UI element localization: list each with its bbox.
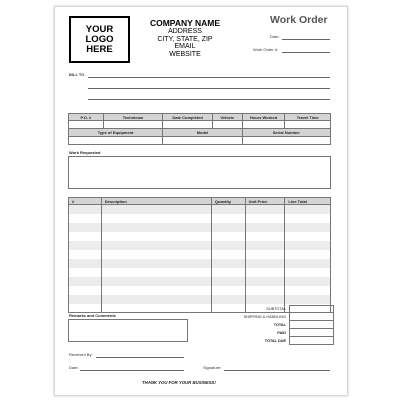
table-cell[interactable]	[212, 232, 246, 241]
table-row[interactable]	[68, 214, 331, 223]
table-cell[interactable]	[246, 250, 286, 259]
table-cell[interactable]	[285, 295, 330, 304]
table-cell[interactable]	[102, 214, 212, 223]
table-cell[interactable]	[102, 223, 212, 232]
table-row[interactable]	[68, 286, 331, 295]
total-field[interactable]	[289, 321, 334, 329]
subtotal-label: SUBTOTAL	[266, 307, 286, 311]
total-due-row	[206, 337, 334, 345]
table-cell[interactable]	[285, 286, 330, 295]
table-cell[interactable]	[69, 250, 102, 259]
bill-to-line-1[interactable]	[88, 77, 330, 78]
table-row[interactable]	[68, 268, 331, 277]
form-title: Work Order	[270, 14, 328, 26]
company-email: EMAIL	[174, 43, 196, 50]
remarks-label: Remarks and Comments	[69, 313, 116, 318]
items-table-header	[68, 197, 331, 205]
table-row[interactable]	[68, 250, 331, 259]
table-cell[interactable]	[285, 223, 330, 232]
col-serial-number: Serial Number	[272, 130, 300, 135]
totals-section	[206, 305, 334, 345]
signature-label: Signature:	[203, 365, 222, 370]
company-name: COMPANY NAME	[149, 18, 221, 28]
thank-you-message: THANK YOU FOR YOUR BUSINESS!	[142, 380, 216, 385]
table-cell[interactable]	[212, 223, 246, 232]
total-due-label: TOTAL DUE	[264, 339, 286, 343]
col-po-number: P.O. #	[69, 114, 104, 120]
table-cell[interactable]	[246, 232, 286, 241]
table-cell[interactable]	[69, 304, 102, 312]
total-label: TOTAL	[273, 323, 286, 327]
table-row[interactable]	[68, 241, 331, 250]
table-cell[interactable]	[246, 268, 286, 277]
items-table-body	[68, 205, 331, 313]
col-model: Model	[163, 129, 242, 136]
company-address: ADDRESS	[168, 28, 202, 35]
table-cell[interactable]	[69, 223, 102, 232]
table-cell[interactable]	[69, 232, 102, 241]
company-city-state-zip: CITY, STATE, ZIP	[157, 35, 213, 43]
bill-to-line-2[interactable]	[88, 88, 330, 89]
subtotal-row	[206, 305, 334, 313]
table-cell[interactable]	[212, 250, 246, 259]
date-label: Date:	[270, 34, 280, 39]
table-cell[interactable]	[102, 286, 212, 295]
table-cell[interactable]	[246, 214, 286, 223]
col-hours-worked: Hours Worked	[243, 114, 286, 120]
table-cell[interactable]	[212, 259, 246, 268]
shipping-field[interactable]	[289, 313, 334, 321]
table-cell[interactable]	[69, 241, 102, 250]
table-cell[interactable]	[69, 214, 102, 223]
table-row[interactable]	[68, 295, 331, 304]
logo-line-2: LOGO	[85, 33, 114, 45]
work-requested-box[interactable]	[68, 156, 331, 189]
col-description: Description	[102, 198, 212, 204]
date-field[interactable]	[282, 39, 330, 40]
total-due-field[interactable]	[289, 337, 334, 345]
total-row	[206, 321, 334, 329]
table-cell[interactable]	[69, 268, 102, 277]
table-cell[interactable]	[246, 286, 286, 295]
table-cell[interactable]	[212, 295, 246, 304]
remarks-box[interactable]	[68, 319, 188, 342]
table-cell[interactable]	[285, 205, 330, 214]
table-cell[interactable]	[212, 286, 246, 295]
col-line-total: Line Total	[288, 199, 307, 204]
table-cell[interactable]	[212, 214, 246, 223]
equipment-table-header	[68, 129, 331, 137]
table-cell[interactable]	[69, 286, 102, 295]
logo-placeholder	[69, 16, 130, 63]
table-cell[interactable]	[102, 259, 212, 268]
table-cell[interactable]	[285, 214, 330, 223]
table-cell[interactable]	[212, 205, 246, 214]
table-cell[interactable]	[102, 205, 212, 214]
logo-line-1: YOUR	[85, 23, 114, 35]
table-row[interactable]	[68, 259, 331, 268]
company-website: WEBSITE	[169, 50, 201, 58]
table-cell[interactable]	[212, 268, 246, 277]
bill-to-line-3[interactable]	[88, 99, 330, 100]
signoff-date-label: Date:	[69, 365, 79, 370]
table-cell[interactable]	[102, 295, 212, 304]
table-cell[interactable]	[246, 205, 286, 214]
received-by-field[interactable]	[96, 357, 184, 358]
table-cell[interactable]	[102, 241, 212, 250]
paid-row	[206, 329, 334, 337]
shipping-row	[206, 313, 334, 321]
work-order-number-label: Work Order #:	[253, 47, 279, 52]
received-by-label: Received By:	[69, 352, 93, 357]
paid-label: PAID	[277, 331, 286, 335]
table-cell[interactable]	[212, 241, 246, 250]
col-unit-price: Unit Price	[246, 198, 286, 204]
table-cell[interactable]	[69, 259, 102, 268]
subtotal-field[interactable]	[289, 305, 334, 313]
table-cell[interactable]	[246, 241, 286, 250]
table-cell[interactable]	[212, 277, 246, 286]
table-row[interactable]	[68, 277, 331, 286]
job-details-table	[68, 113, 331, 145]
table-cell[interactable]	[246, 223, 286, 232]
table-cell[interactable]	[246, 295, 286, 304]
work-requested-label: Work Requested	[69, 150, 101, 155]
table-cell[interactable]	[69, 205, 102, 214]
equipment-table-entry-row[interactable]	[68, 137, 331, 145]
table-row[interactable]	[68, 205, 331, 214]
bill-to-label: BILL TO	[69, 72, 85, 77]
work-order-number-field[interactable]	[282, 52, 330, 53]
table-row[interactable]	[68, 223, 331, 232]
col-technician: Technician	[104, 114, 164, 120]
table-cell[interactable]	[102, 232, 212, 241]
table-cell[interactable]	[69, 295, 102, 304]
table-cell[interactable]	[246, 277, 286, 286]
table-cell[interactable]	[102, 277, 212, 286]
logo-line-3: HERE	[86, 43, 113, 55]
col-type-of-equipment: Type of Equipment	[69, 129, 163, 136]
table-cell[interactable]	[102, 304, 212, 312]
job-table-header	[68, 113, 331, 121]
table-cell[interactable]	[285, 232, 330, 241]
signoff-date-field[interactable]	[80, 370, 184, 371]
table-cell[interactable]	[102, 268, 212, 277]
col-travel-time: Travel Time	[296, 115, 319, 120]
paid-field[interactable]	[289, 329, 334, 337]
table-cell[interactable]	[285, 259, 330, 268]
col-quantity: Quantity	[212, 198, 246, 204]
col-item-number: #	[69, 198, 102, 204]
table-cell[interactable]	[285, 250, 330, 259]
table-cell[interactable]	[285, 277, 330, 286]
shipping-label: SHIPPING & HANDLING	[243, 315, 286, 319]
table-cell[interactable]	[285, 268, 330, 277]
table-row[interactable]	[68, 232, 331, 241]
table-cell[interactable]	[246, 259, 286, 268]
signature-field[interactable]	[224, 370, 330, 371]
job-table-entry-row[interactable]	[68, 121, 331, 129]
table-cell[interactable]	[285, 241, 330, 250]
table-cell[interactable]	[102, 250, 212, 259]
line-items-table	[68, 197, 331, 313]
col-vehicle: Vehicle	[213, 114, 243, 120]
col-date-completed: Date Completed	[163, 114, 213, 120]
table-cell[interactable]	[69, 277, 102, 286]
